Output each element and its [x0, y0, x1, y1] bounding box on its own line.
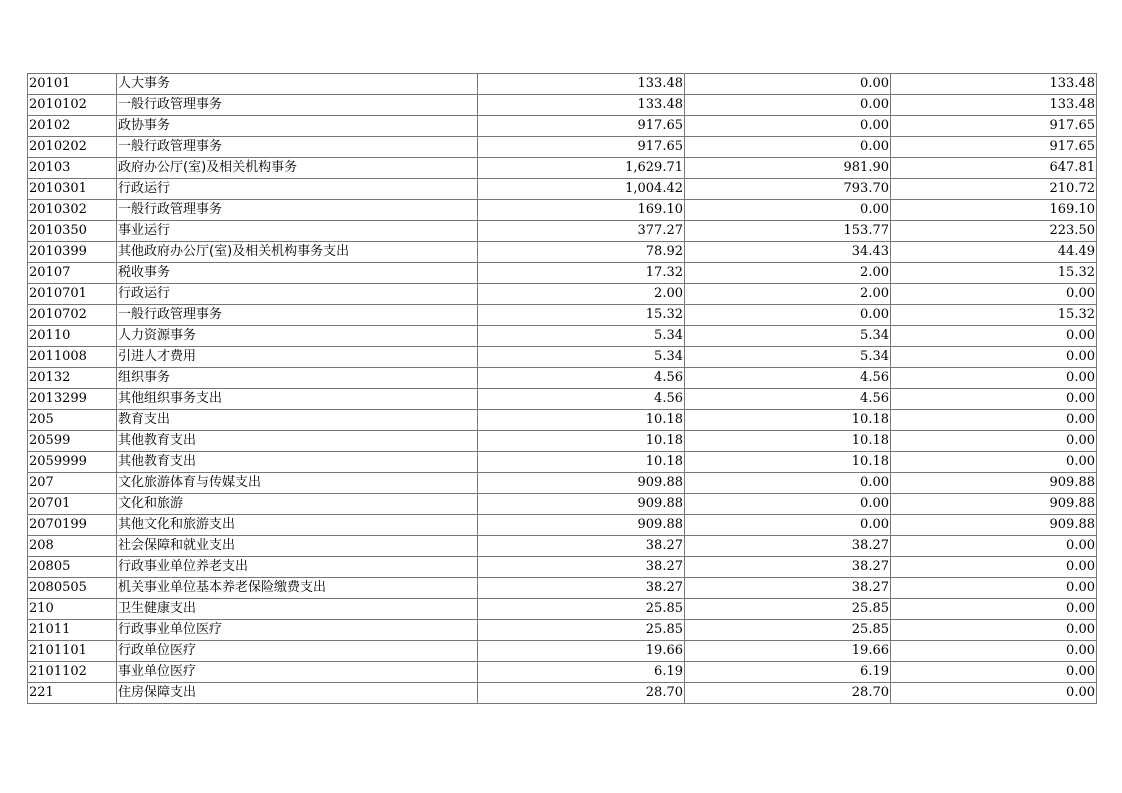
total-amount-cell: 5.34 [478, 347, 685, 368]
account-name-cell: 政协事务 [117, 116, 478, 137]
project-expenditure-cell: 0.00 [891, 389, 1097, 410]
total-amount-cell: 133.48 [478, 95, 685, 116]
account-name-cell: 行政事业单位养老支出 [117, 557, 478, 578]
account-code-cell: 2010350 [28, 221, 117, 242]
account-code-cell: 20107 [28, 263, 117, 284]
table-row [28, 515, 1097, 536]
account-code-cell: 20101 [28, 74, 117, 95]
basic-expenditure-cell: 5.34 [685, 326, 891, 347]
total-amount-cell: 1,004.42 [478, 179, 685, 200]
project-expenditure-cell: 0.00 [891, 599, 1097, 620]
table-row [28, 578, 1097, 599]
table-row [28, 326, 1097, 347]
table-row [28, 305, 1097, 326]
project-expenditure-cell: 0.00 [891, 368, 1097, 389]
account-name-cell: 行政单位医疗 [117, 641, 478, 662]
total-amount-cell: 25.85 [478, 599, 685, 620]
basic-expenditure-cell: 0.00 [685, 116, 891, 137]
total-amount-cell: 25.85 [478, 620, 685, 641]
account-code-cell: 20103 [28, 158, 117, 179]
basic-expenditure-cell: 19.66 [685, 641, 891, 662]
project-expenditure-cell: 133.48 [891, 95, 1097, 116]
account-code-cell: 2101102 [28, 662, 117, 683]
project-expenditure-cell: 0.00 [891, 620, 1097, 641]
basic-expenditure-cell: 38.27 [685, 557, 891, 578]
basic-expenditure-cell: 25.85 [685, 599, 891, 620]
total-amount-cell: 10.18 [478, 452, 685, 473]
account-name-cell: 社会保障和就业支出 [117, 536, 478, 557]
total-amount-cell: 909.88 [478, 473, 685, 494]
total-amount-cell: 169.10 [478, 200, 685, 221]
table-row [28, 641, 1097, 662]
basic-expenditure-cell: 981.90 [685, 158, 891, 179]
basic-expenditure-cell: 38.27 [685, 578, 891, 599]
total-amount-cell: 17.32 [478, 263, 685, 284]
total-amount-cell: 909.88 [478, 494, 685, 515]
table-row [28, 620, 1097, 641]
account-code-cell: 2010702 [28, 305, 117, 326]
project-expenditure-cell: 223.50 [891, 221, 1097, 242]
total-amount-cell: 4.56 [478, 368, 685, 389]
basic-expenditure-cell: 793.70 [685, 179, 891, 200]
project-expenditure-cell: 15.32 [891, 305, 1097, 326]
account-name-cell: 一般行政管理事务 [117, 200, 478, 221]
account-code-cell: 2010301 [28, 179, 117, 200]
project-expenditure-cell: 909.88 [891, 515, 1097, 536]
account-code-cell: 2010302 [28, 200, 117, 221]
basic-expenditure-cell: 2.00 [685, 284, 891, 305]
account-code-cell: 210 [28, 599, 117, 620]
basic-expenditure-cell: 0.00 [685, 200, 891, 221]
table-row [28, 431, 1097, 452]
project-expenditure-cell: 0.00 [891, 431, 1097, 452]
account-code-cell: 2013299 [28, 389, 117, 410]
account-code-cell: 20110 [28, 326, 117, 347]
account-code-cell: 21011 [28, 620, 117, 641]
basic-expenditure-cell: 28.70 [685, 683, 891, 704]
account-name-cell: 行政运行 [117, 284, 478, 305]
account-name-cell: 一般行政管理事务 [117, 95, 478, 116]
account-code-cell: 2010701 [28, 284, 117, 305]
project-expenditure-cell: 0.00 [891, 326, 1097, 347]
account-code-cell: 2010102 [28, 95, 117, 116]
basic-expenditure-cell: 38.27 [685, 536, 891, 557]
basic-expenditure-cell: 0.00 [685, 515, 891, 536]
basic-expenditure-cell: 0.00 [685, 494, 891, 515]
total-amount-cell: 5.34 [478, 326, 685, 347]
table-row [28, 179, 1097, 200]
account-code-cell: 20805 [28, 557, 117, 578]
total-amount-cell: 133.48 [478, 74, 685, 95]
table-body [28, 74, 1097, 704]
basic-expenditure-cell: 0.00 [685, 305, 891, 326]
account-name-cell: 其他组织事务支出 [117, 389, 478, 410]
project-expenditure-cell: 909.88 [891, 473, 1097, 494]
account-name-cell: 住房保障支出 [117, 683, 478, 704]
total-amount-cell: 4.56 [478, 389, 685, 410]
total-amount-cell: 38.27 [478, 578, 685, 599]
basic-expenditure-cell: 34.43 [685, 242, 891, 263]
table-row [28, 200, 1097, 221]
account-name-cell: 文化和旅游 [117, 494, 478, 515]
table-row [28, 536, 1097, 557]
project-expenditure-cell: 0.00 [891, 536, 1097, 557]
account-code-cell: 2101101 [28, 641, 117, 662]
account-name-cell: 卫生健康支出 [117, 599, 478, 620]
table-row [28, 452, 1097, 473]
total-amount-cell: 10.18 [478, 431, 685, 452]
account-name-cell: 事业单位医疗 [117, 662, 478, 683]
table-row [28, 95, 1097, 116]
project-expenditure-cell: 0.00 [891, 557, 1097, 578]
account-code-cell: 2070199 [28, 515, 117, 536]
basic-expenditure-cell: 0.00 [685, 95, 891, 116]
basic-expenditure-cell: 4.56 [685, 368, 891, 389]
table-row [28, 74, 1097, 95]
basic-expenditure-cell: 5.34 [685, 347, 891, 368]
account-name-cell: 税收事务 [117, 263, 478, 284]
project-expenditure-cell: 0.00 [891, 410, 1097, 431]
project-expenditure-cell: 44.49 [891, 242, 1097, 263]
account-name-cell: 人力资源事务 [117, 326, 478, 347]
basic-expenditure-cell: 0.00 [685, 74, 891, 95]
account-name-cell: 引进人才费用 [117, 347, 478, 368]
account-code-cell: 20132 [28, 368, 117, 389]
total-amount-cell: 19.66 [478, 641, 685, 662]
basic-expenditure-cell: 2.00 [685, 263, 891, 284]
account-name-cell: 一般行政管理事务 [117, 137, 478, 158]
total-amount-cell: 917.65 [478, 137, 685, 158]
project-expenditure-cell: 647.81 [891, 158, 1097, 179]
total-amount-cell: 2.00 [478, 284, 685, 305]
total-amount-cell: 78.92 [478, 242, 685, 263]
account-code-cell: 2059999 [28, 452, 117, 473]
account-code-cell: 208 [28, 536, 117, 557]
project-expenditure-cell: 15.32 [891, 263, 1097, 284]
project-expenditure-cell: 917.65 [891, 116, 1097, 137]
account-code-cell: 20599 [28, 431, 117, 452]
table-row [28, 662, 1097, 683]
total-amount-cell: 909.88 [478, 515, 685, 536]
total-amount-cell: 38.27 [478, 557, 685, 578]
project-expenditure-cell: 210.72 [891, 179, 1097, 200]
table-row [28, 242, 1097, 263]
project-expenditure-cell: 0.00 [891, 284, 1097, 305]
total-amount-cell: 28.70 [478, 683, 685, 704]
account-code-cell: 2010399 [28, 242, 117, 263]
total-amount-cell: 1,629.71 [478, 158, 685, 179]
account-name-cell: 机关事业单位基本养老保险缴费支出 [117, 578, 478, 599]
project-expenditure-cell: 0.00 [891, 683, 1097, 704]
basic-expenditure-cell: 6.19 [685, 662, 891, 683]
table-row [28, 347, 1097, 368]
account-code-cell: 221 [28, 683, 117, 704]
total-amount-cell: 15.32 [478, 305, 685, 326]
account-code-cell: 205 [28, 410, 117, 431]
account-name-cell: 教育支出 [117, 410, 478, 431]
basic-expenditure-cell: 153.77 [685, 221, 891, 242]
project-expenditure-cell: 0.00 [891, 347, 1097, 368]
table-row [28, 137, 1097, 158]
total-amount-cell: 917.65 [478, 116, 685, 137]
table-row [28, 473, 1097, 494]
table-row [28, 599, 1097, 620]
project-expenditure-cell: 0.00 [891, 641, 1097, 662]
basic-expenditure-cell: 0.00 [685, 473, 891, 494]
project-expenditure-cell: 0.00 [891, 662, 1097, 683]
account-name-cell: 其他教育支出 [117, 431, 478, 452]
account-name-cell: 文化旅游体育与传媒支出 [117, 473, 478, 494]
total-amount-cell: 6.19 [478, 662, 685, 683]
table-row [28, 683, 1097, 704]
account-code-cell: 20701 [28, 494, 117, 515]
project-expenditure-cell: 133.48 [891, 74, 1097, 95]
table-row [28, 410, 1097, 431]
project-expenditure-cell: 917.65 [891, 137, 1097, 158]
budget-table [27, 73, 1097, 704]
account-name-cell: 其他文化和旅游支出 [117, 515, 478, 536]
basic-expenditure-cell: 0.00 [685, 137, 891, 158]
table-row [28, 494, 1097, 515]
account-name-cell: 政府办公厅(室)及相关机构事务 [117, 158, 478, 179]
table-row [28, 158, 1097, 179]
project-expenditure-cell: 0.00 [891, 578, 1097, 599]
account-name-cell: 组织事务 [117, 368, 478, 389]
total-amount-cell: 10.18 [478, 410, 685, 431]
basic-expenditure-cell: 10.18 [685, 410, 891, 431]
table-row [28, 389, 1097, 410]
basic-expenditure-cell: 25.85 [685, 620, 891, 641]
budget-table-sheet [27, 73, 1096, 704]
total-amount-cell: 377.27 [478, 221, 685, 242]
account-name-cell: 行政运行 [117, 179, 478, 200]
account-code-cell: 2010202 [28, 137, 117, 158]
account-name-cell: 其他教育支出 [117, 452, 478, 473]
table-row [28, 284, 1097, 305]
total-amount-cell: 38.27 [478, 536, 685, 557]
project-expenditure-cell: 909.88 [891, 494, 1097, 515]
account-name-cell: 其他政府办公厅(室)及相关机构事务支出 [117, 242, 478, 263]
account-name-cell: 一般行政管理事务 [117, 305, 478, 326]
account-name-cell: 人大事务 [117, 74, 478, 95]
project-expenditure-cell: 0.00 [891, 452, 1097, 473]
account-code-cell: 2011008 [28, 347, 117, 368]
table-row [28, 263, 1097, 284]
table-row [28, 221, 1097, 242]
basic-expenditure-cell: 10.18 [685, 452, 891, 473]
account-code-cell: 2080505 [28, 578, 117, 599]
project-expenditure-cell: 169.10 [891, 200, 1097, 221]
table-row [28, 116, 1097, 137]
basic-expenditure-cell: 4.56 [685, 389, 891, 410]
account-name-cell: 行政事业单位医疗 [117, 620, 478, 641]
basic-expenditure-cell: 10.18 [685, 431, 891, 452]
account-name-cell: 事业运行 [117, 221, 478, 242]
table-row [28, 557, 1097, 578]
table-row [28, 368, 1097, 389]
account-code-cell: 207 [28, 473, 117, 494]
account-code-cell: 20102 [28, 116, 117, 137]
